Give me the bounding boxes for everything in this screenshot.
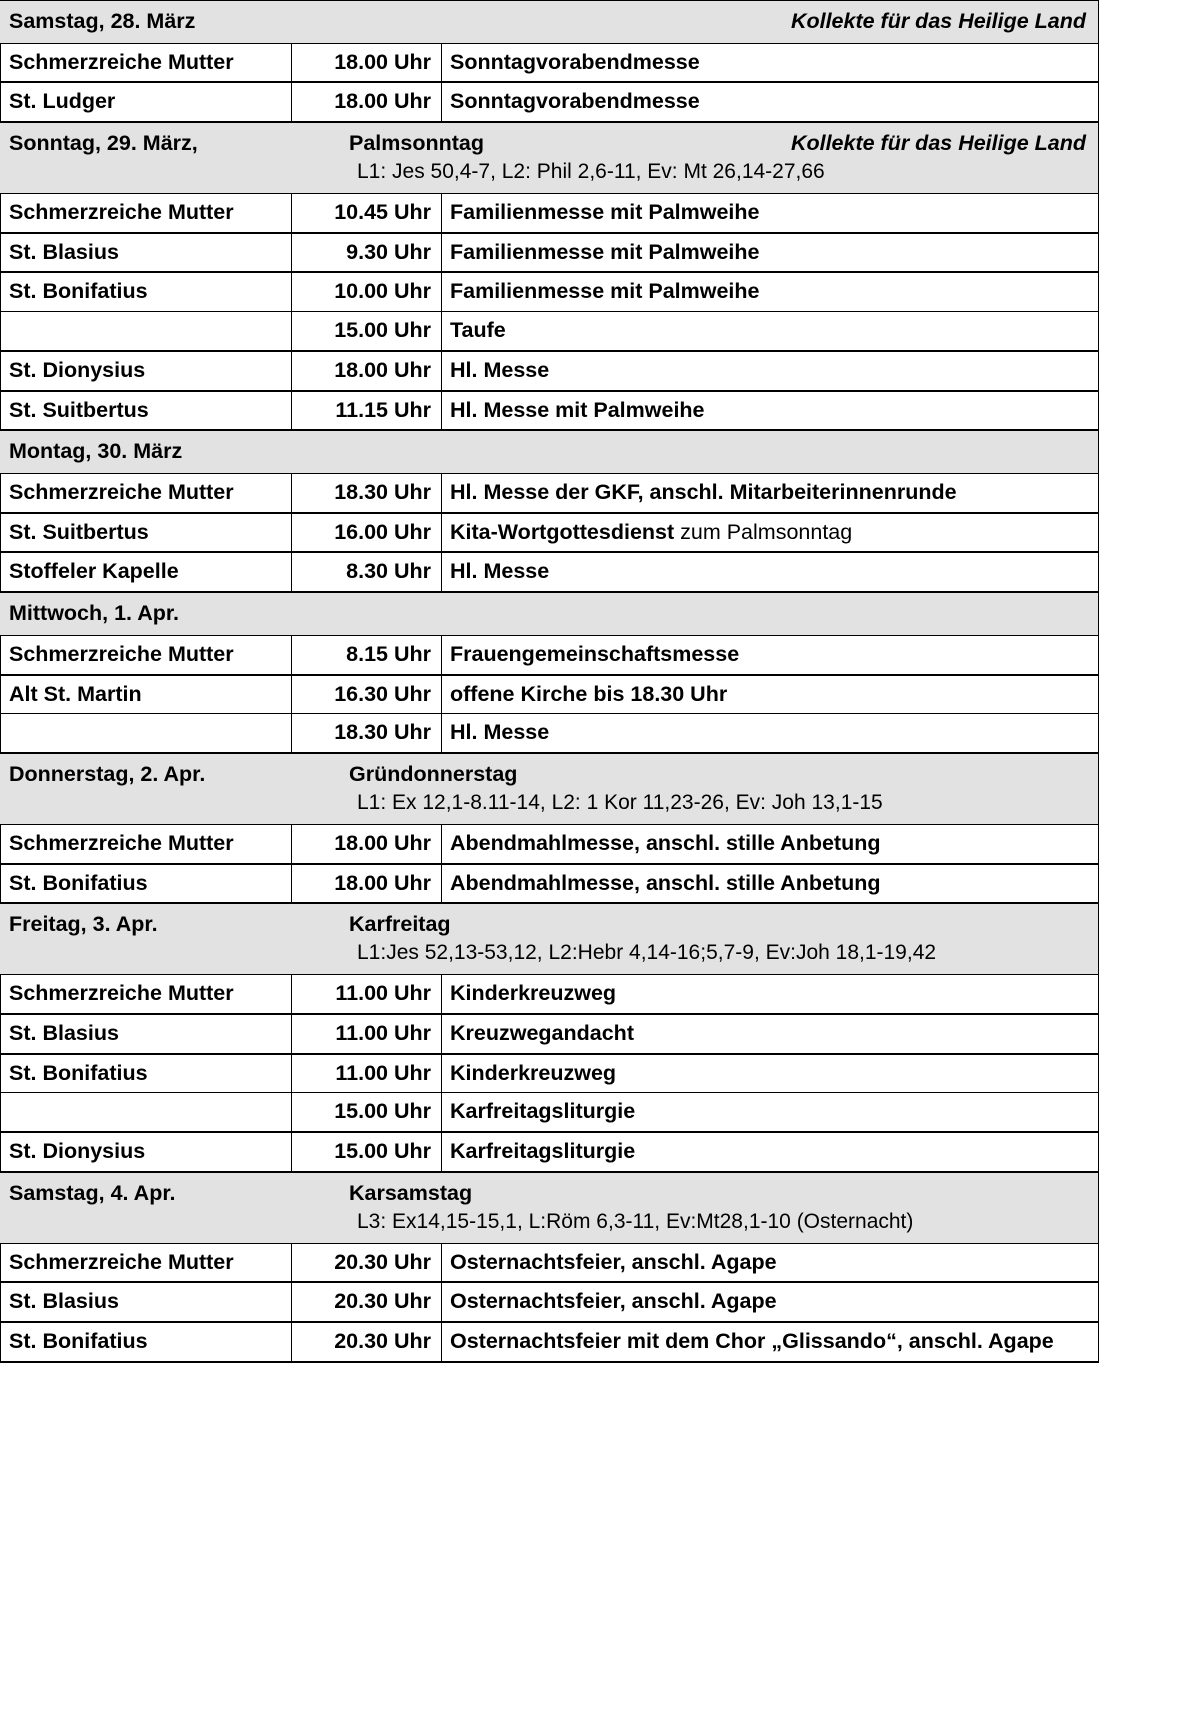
service-row xyxy=(1,675,1099,714)
service-description xyxy=(442,552,1099,592)
service-description-main: Karfreitagsliturgie xyxy=(450,1139,636,1164)
service-description-main: offene Kirche bis 18.30 Uhr xyxy=(450,681,728,706)
service-place: Alt St. Martin xyxy=(1,675,292,714)
day-header-cell xyxy=(1,1172,1099,1243)
service-description-main: Frauengemeinschaftsmesse xyxy=(450,641,740,666)
service-time: 11.15 Uhr xyxy=(292,391,442,431)
service-place: St. Blasius xyxy=(1,1014,292,1054)
day-header-line xyxy=(9,9,1090,34)
service-description-main: Karfreitagsliturgie xyxy=(450,1099,636,1124)
day-readings: L3: Ex14,15‑15,1, L:Röm 6,3‑11, Ev:Mt28,1‑10 (Osternacht) xyxy=(357,1209,914,1233)
service-place: St. Blasius xyxy=(1,1282,292,1322)
service-place: St. Dionysius xyxy=(1,1132,292,1172)
service-time: 9.30 Uhr xyxy=(292,233,442,273)
service-description xyxy=(442,675,1099,714)
day-header-line xyxy=(9,1181,1090,1206)
service-row xyxy=(1,635,1099,674)
service-row xyxy=(1,272,1099,311)
service-time: 20.30 Uhr xyxy=(292,1282,442,1322)
service-row xyxy=(1,1282,1099,1322)
service-time: 16.30 Uhr xyxy=(292,675,442,714)
day-header-cell xyxy=(1,753,1099,824)
service-description xyxy=(442,272,1099,311)
service-row xyxy=(1,552,1099,592)
service-row xyxy=(1,975,1099,1014)
service-place: St. Suitbertus xyxy=(1,513,292,553)
service-description xyxy=(442,1014,1099,1054)
service-description xyxy=(442,1132,1099,1172)
service-description-main: Sonntagvorabendmesse xyxy=(450,49,700,74)
service-description-main: Abendmahlmesse, anschl. stille Anbetung xyxy=(450,830,881,855)
service-place xyxy=(1,1093,292,1132)
day-header-line xyxy=(9,762,1090,787)
service-description xyxy=(442,82,1099,122)
day-feast-name: Karsamstag xyxy=(349,1180,473,1205)
service-description-main: Familienmesse mit Palmweihe xyxy=(450,239,760,264)
service-description xyxy=(442,864,1099,904)
service-time: 11.00 Uhr xyxy=(292,1014,442,1054)
service-time: 10.00 Uhr xyxy=(292,272,442,311)
service-description xyxy=(442,975,1099,1014)
service-description-main: Kita-Wortgottesdienst xyxy=(450,519,675,544)
service-row xyxy=(1,43,1099,82)
service-place: Schmerzreiche Mutter xyxy=(1,194,292,233)
day-date: Samstag, 28. März xyxy=(9,9,196,33)
service-description xyxy=(442,1282,1099,1322)
service-time: 18.00 Uhr xyxy=(292,824,442,863)
service-description xyxy=(442,513,1099,553)
service-row xyxy=(1,82,1099,122)
service-description xyxy=(442,391,1099,431)
service-place xyxy=(1,312,292,351)
day-collection-note: Kollekte für das Heilige Land xyxy=(790,131,1087,156)
service-time: 18.00 Uhr xyxy=(292,43,442,82)
service-row xyxy=(1,1132,1099,1172)
service-place: St. Bonifatius xyxy=(1,864,292,904)
service-place: Schmerzreiche Mutter xyxy=(1,824,292,863)
service-place: St. Bonifatius xyxy=(1,1054,292,1093)
service-description-main: Abendmahlmesse, anschl. stille Anbetung xyxy=(450,870,881,895)
service-place: Schmerzreiche Mutter xyxy=(1,43,292,82)
service-description xyxy=(442,1322,1099,1362)
service-time: 11.00 Uhr xyxy=(292,1054,442,1093)
day-header-line xyxy=(9,912,1090,937)
service-place: St. Suitbertus xyxy=(1,391,292,431)
service-description-note: zum Palmsonntag xyxy=(674,519,853,544)
service-place: Schmerzreiche Mutter xyxy=(1,1243,292,1282)
day-feast-name: Palmsonntag xyxy=(349,131,484,156)
service-row xyxy=(1,194,1099,233)
day-feast-name: Gründonnerstag xyxy=(349,762,518,787)
service-time: 18.30 Uhr xyxy=(292,474,442,513)
service-time: 8.15 Uhr xyxy=(292,635,442,674)
day-header-cell xyxy=(1,122,1099,193)
service-description xyxy=(442,233,1099,273)
service-description-main: Kinderkreuzweg xyxy=(450,981,617,1006)
service-description xyxy=(442,824,1099,863)
service-row xyxy=(1,1054,1099,1093)
day-date: Montag, 30. März xyxy=(9,439,183,464)
service-place: St. Bonifatius xyxy=(1,1322,292,1362)
service-description xyxy=(442,714,1099,753)
service-row xyxy=(1,1093,1099,1132)
service-time: 18.30 Uhr xyxy=(292,714,442,753)
service-description-main: Hl. Messe xyxy=(450,720,550,745)
service-description-main: Hl. Messe der GKF, anschl. Mitarbeiterinnenrunde xyxy=(450,480,957,505)
day-header-row xyxy=(1,592,1099,635)
service-time: 10.45 Uhr xyxy=(292,194,442,233)
service-description-main: Osternachtsfeier, anschl. Agape xyxy=(450,1249,777,1274)
service-place: St. Dionysius xyxy=(1,351,292,391)
day-header-cell xyxy=(1,1,1099,44)
service-place xyxy=(1,714,292,753)
service-description-main: Familienmesse mit Palmweihe xyxy=(450,200,760,225)
service-place: Stoffeler Kapelle xyxy=(1,552,292,592)
day-date: Mittwoch, 1. Apr. xyxy=(9,601,180,626)
service-description-main: Kreuzwegandacht xyxy=(450,1020,634,1045)
service-time: 8.30 Uhr xyxy=(292,552,442,592)
service-time: 15.00 Uhr xyxy=(292,1132,442,1172)
day-header-row xyxy=(1,1172,1099,1243)
service-time: 16.00 Uhr xyxy=(292,513,442,553)
day-readings: L1:Jes 52,13-53,12, L2:Hebr 4,14-16;5,7-9, Ev:Joh 18,1-19,42 xyxy=(357,941,937,965)
service-time: 20.30 Uhr xyxy=(292,1243,442,1282)
day-header-line xyxy=(9,439,1090,464)
day-header-row xyxy=(1,903,1099,974)
service-description xyxy=(442,43,1099,82)
day-date: Samstag, 4. Apr. xyxy=(9,1180,176,1205)
day-header-cell xyxy=(1,592,1099,635)
service-description-main: Familienmesse mit Palmweihe xyxy=(450,279,760,304)
day-header-line xyxy=(9,131,1090,156)
service-place: St. Blasius xyxy=(1,233,292,273)
day-header-line xyxy=(9,601,1090,626)
service-time: 15.00 Uhr xyxy=(292,1093,442,1132)
service-row xyxy=(1,474,1099,513)
service-row xyxy=(1,1014,1099,1054)
day-readings: L1: Jes 50,4-7, L2: Phil 2,6-11, Ev: Mt 26,14-27,66 xyxy=(357,159,825,183)
service-description xyxy=(442,312,1099,351)
service-row xyxy=(1,312,1099,351)
service-row xyxy=(1,1322,1099,1362)
day-header-row xyxy=(1,122,1099,193)
service-row xyxy=(1,391,1099,431)
service-row xyxy=(1,351,1099,391)
day-header-row xyxy=(1,1,1099,44)
service-description-main: Sonntagvorabendmesse xyxy=(450,89,700,114)
service-description xyxy=(442,1054,1099,1093)
day-date: Sonntag, 29. März, xyxy=(9,131,198,156)
service-description xyxy=(442,1243,1099,1282)
service-row xyxy=(1,824,1099,863)
service-row xyxy=(1,864,1099,904)
service-place: Schmerzreiche Mutter xyxy=(1,635,292,674)
service-place: Schmerzreiche Mutter xyxy=(1,975,292,1014)
service-place: Schmerzreiche Mutter xyxy=(1,474,292,513)
day-header-row xyxy=(1,430,1099,473)
day-header-cell xyxy=(1,430,1099,473)
day-date: Freitag, 3. Apr. xyxy=(9,912,158,937)
day-collection-note: Kollekte für das Heilige Land xyxy=(790,9,1087,33)
service-description-main: Osternachtsfeier, anschl. Agape xyxy=(450,1289,777,1314)
service-description xyxy=(442,1093,1099,1132)
day-date: Donnerstag, 2. Apr. xyxy=(9,762,206,787)
service-description-main: Osternachtsfeier mit dem Chor „Glissando“, anschl. Agape xyxy=(450,1329,1054,1354)
service-row xyxy=(1,1243,1099,1282)
day-readings: L1: Ex 12,1-8.11-14, L2: 1 Kor 11,23-26, Ev: Joh 13,1-15 xyxy=(357,790,883,814)
service-description-main: Taufe xyxy=(450,318,506,343)
service-description xyxy=(442,635,1099,674)
service-description xyxy=(442,194,1099,233)
service-description xyxy=(442,474,1099,513)
day-header-row xyxy=(1,753,1099,824)
service-time: 11.00 Uhr xyxy=(292,975,442,1014)
service-description-main: Hl. Messe xyxy=(450,357,550,382)
service-time: 18.00 Uhr xyxy=(292,82,442,122)
service-description-main: Hl. Messe mit Palmweihe xyxy=(450,397,705,422)
service-place: St. Bonifatius xyxy=(1,272,292,311)
service-time: 15.00 Uhr xyxy=(292,312,442,351)
day-header-cell xyxy=(1,903,1099,974)
service-row xyxy=(1,714,1099,753)
schedule-body xyxy=(1,1,1099,1362)
service-description xyxy=(442,351,1099,391)
service-description-main: Kinderkreuzweg xyxy=(450,1060,617,1085)
day-feast-name: Karfreitag xyxy=(349,912,451,937)
service-time: 18.00 Uhr xyxy=(292,351,442,391)
service-row xyxy=(1,233,1099,273)
service-time: 20.30 Uhr xyxy=(292,1322,442,1362)
service-row xyxy=(1,513,1099,553)
service-place: St. Ludger xyxy=(1,82,292,122)
service-description-main: Hl. Messe xyxy=(450,559,550,584)
service-time: 18.00 Uhr xyxy=(292,864,442,904)
